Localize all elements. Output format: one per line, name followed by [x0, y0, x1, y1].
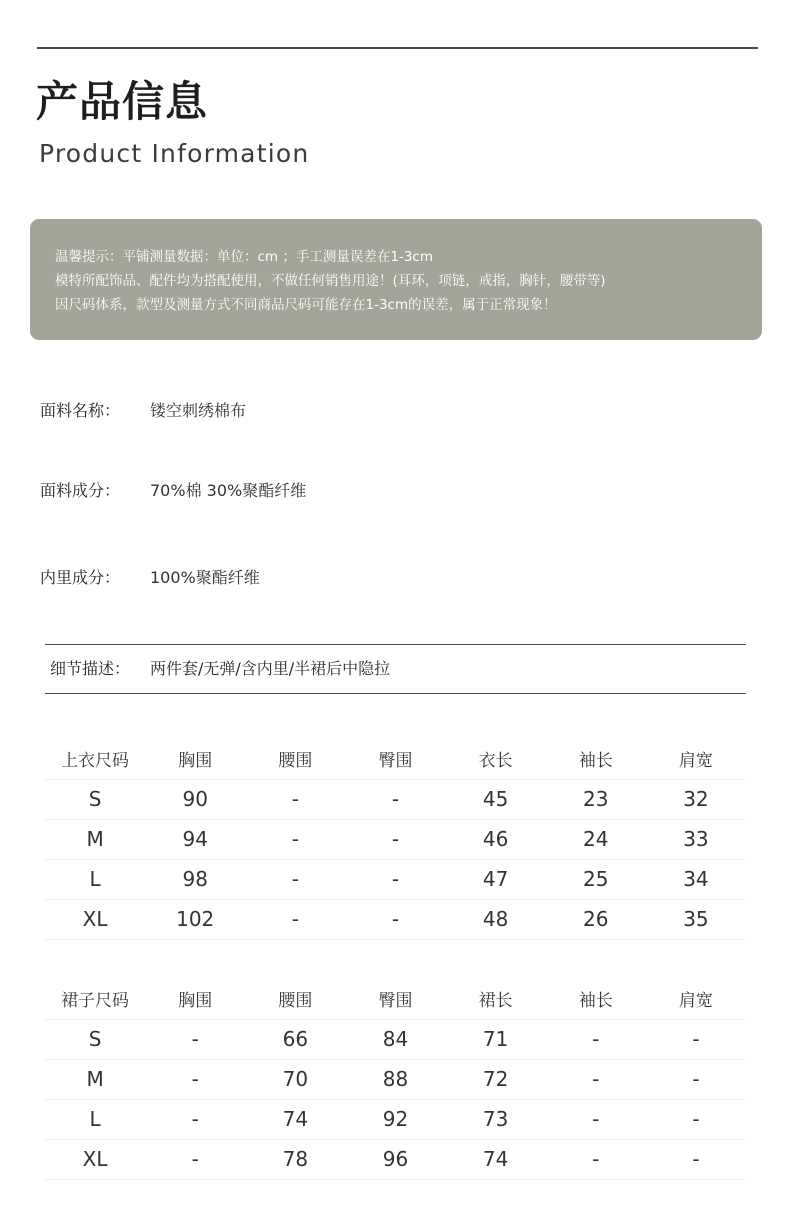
- table-cell: -: [546, 1059, 646, 1099]
- table-cell: 47: [446, 859, 546, 899]
- table-cell: -: [245, 779, 345, 819]
- table-cell: 92: [345, 1099, 445, 1139]
- detail-label: 细节描述：: [50, 659, 131, 678]
- header-cell: 上衣尺码: [45, 739, 145, 779]
- table-cell: -: [646, 1019, 746, 1059]
- table-cell: M: [45, 1059, 145, 1099]
- page-subtitle: Product Information: [39, 139, 310, 168]
- table-cell: 34: [646, 859, 746, 899]
- table-cell: 46: [446, 819, 546, 859]
- table-cell: 66: [245, 1019, 345, 1059]
- spec-label: 面料成分：: [40, 481, 121, 500]
- header-cell: 胸围: [145, 979, 245, 1019]
- table-cell: 71: [446, 1019, 546, 1059]
- table-cell: -: [245, 819, 345, 859]
- table-cell: 70: [245, 1059, 345, 1099]
- header-cell: 臀围: [345, 739, 445, 779]
- table-cell: -: [345, 819, 445, 859]
- table-cell: 25: [546, 859, 646, 899]
- table-cell: -: [646, 1099, 746, 1139]
- header-cell: 臀围: [345, 979, 445, 1019]
- table-cell: -: [345, 779, 445, 819]
- table-cell: L: [45, 1099, 145, 1139]
- table-cell: -: [145, 1019, 245, 1059]
- table-cell: -: [245, 859, 345, 899]
- table-cell: 94: [145, 819, 245, 859]
- table-cell: 24: [546, 819, 646, 859]
- table-cell: 73: [446, 1099, 546, 1139]
- spec-label: 面料名称：: [40, 401, 121, 420]
- header-cell: 胸围: [145, 739, 245, 779]
- table-header-row: [45, 979, 746, 1019]
- table-row: [45, 1019, 746, 1059]
- spec-value: 镂空刺绣棉布: [150, 401, 247, 420]
- table-cell: XL: [45, 1139, 145, 1179]
- table-cell: -: [145, 1059, 245, 1099]
- page-title: 产品信息: [36, 77, 209, 126]
- detail-description: [45, 644, 746, 694]
- spec-fabric-name: [40, 400, 246, 422]
- table-cell: 84: [345, 1019, 445, 1059]
- table-row: [45, 859, 746, 899]
- detail-value: 两件套/无弹/含内里/半裙后中隐拉: [150, 659, 391, 678]
- table-cell: XL: [45, 899, 145, 939]
- table-cell: 96: [345, 1139, 445, 1179]
- table-cell: 45: [446, 779, 546, 819]
- notice-line: 温馨提示：平铺测量数据：单位：cm ；手工测量误差在1-3cm: [55, 249, 433, 265]
- table-cell: -: [345, 899, 445, 939]
- table-cell: 48: [446, 899, 546, 939]
- header-cell: 裙子尺码: [45, 979, 145, 1019]
- header-cell: 袖长: [546, 979, 646, 1019]
- notice-box: [30, 219, 762, 340]
- table-cell: 74: [446, 1139, 546, 1179]
- table-row: [45, 819, 746, 859]
- spec-value: 100%聚酯纤维: [150, 568, 260, 587]
- table-header-row: [45, 739, 746, 779]
- notice-line: 模特所配饰品、配件均为搭配使用，不做任何销售用途！(耳环，项链，戒指，胸针，腰带等): [55, 273, 606, 289]
- spec-value: 70%棉 30%聚酯纤维: [150, 481, 307, 500]
- table-cell: -: [145, 1099, 245, 1139]
- header-cell: 袖长: [546, 739, 646, 779]
- table-cell: 72: [446, 1059, 546, 1099]
- table-row: [45, 899, 746, 939]
- table-cell: 26: [546, 899, 646, 939]
- table-cell: 78: [245, 1139, 345, 1179]
- table-cell: 35: [646, 899, 746, 939]
- header-cell: 腰围: [245, 739, 345, 779]
- header-cell: 肩宽: [646, 979, 746, 1019]
- spec-fabric-composition: [40, 480, 306, 502]
- table-row: [45, 1059, 746, 1099]
- table-row: [45, 1139, 746, 1179]
- table-cell: -: [546, 1019, 646, 1059]
- table-cell: S: [45, 779, 145, 819]
- table-row: [45, 779, 746, 819]
- table-cell: L: [45, 859, 145, 899]
- top-size-table: [45, 739, 746, 940]
- table-cell: -: [145, 1139, 245, 1179]
- table-cell: 102: [145, 899, 245, 939]
- table-cell: -: [345, 859, 445, 899]
- table-cell: 98: [145, 859, 245, 899]
- header-cell: 裙长: [446, 979, 546, 1019]
- table-cell: -: [646, 1139, 746, 1179]
- table-cell: 23: [546, 779, 646, 819]
- table-row: [45, 1099, 746, 1139]
- table-cell: -: [245, 899, 345, 939]
- header-cell: 肩宽: [646, 739, 746, 779]
- table-cell: 74: [245, 1099, 345, 1139]
- notice-line: 因尺码体系，款型及测量方式不同商品尺码可能存在1-3cm的误差，属于正常现象！: [55, 297, 557, 313]
- table-cell: -: [646, 1059, 746, 1099]
- skirt-size-table: [45, 979, 746, 1180]
- table-cell: 90: [145, 779, 245, 819]
- table-cell: -: [546, 1139, 646, 1179]
- spec-lining-composition: [40, 567, 260, 589]
- spec-label: 内里成分：: [40, 568, 121, 587]
- table-cell: 32: [646, 779, 746, 819]
- table-cell: 33: [646, 819, 746, 859]
- top-divider: [37, 47, 758, 49]
- header-cell: 腰围: [245, 979, 345, 1019]
- table-cell: 88: [345, 1059, 445, 1099]
- header-cell: 衣长: [446, 739, 546, 779]
- table-cell: M: [45, 819, 145, 859]
- table-cell: S: [45, 1019, 145, 1059]
- table-cell: -: [546, 1099, 646, 1139]
